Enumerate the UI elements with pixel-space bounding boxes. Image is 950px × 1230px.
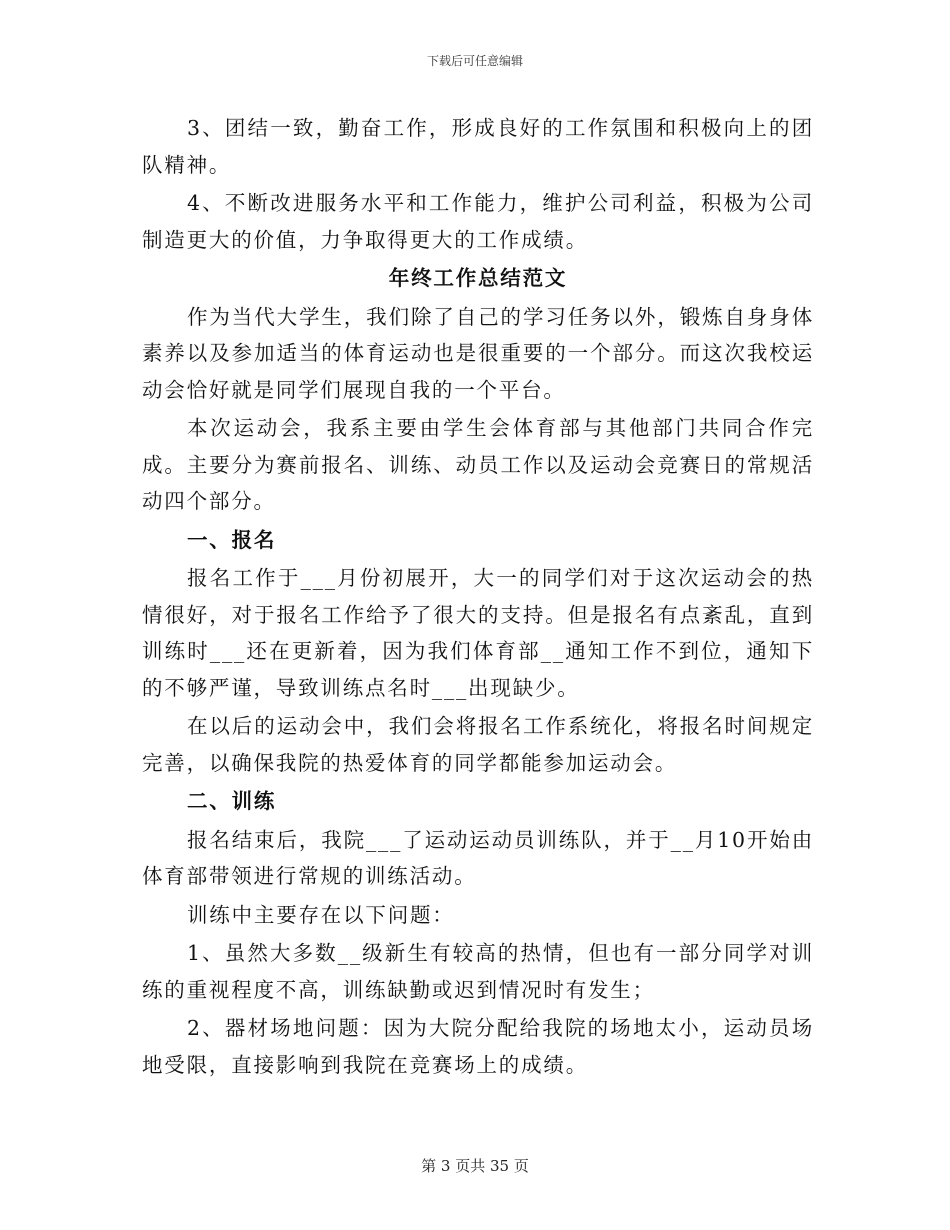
document-body [142, 110, 814, 1085]
paragraph-item-4: 4、不断改进服务水平和工作能力，维护公司利益，积极为公司制造更大的价值，力争取得更大的工作成绩。 [142, 191, 814, 252]
paragraph-registration-plan: 在以后的运动会中，我们会将报名工作系统化，将报名时间规定完善，以确保我院的热爱体育的同学都能参加运动会。 [142, 714, 814, 775]
paragraph-registration: 报名工作于___月份初展开，大一的同学们对于这次运动会的热情很好，对于报名工作给予了很大的支持。但是报名有点紊乱，直到训练时___还在更新着，因为我们体育部__通知工作不到位，通知下的不够严谨，导致训练点名时___出现缺少。 [142, 566, 814, 700]
paragraph-intro: 作为当代大学生，我们除了自己的学习任务以外，锻炼自身身体素养以及参加适当的体育运动也是很重要的一个部分。而这次我校运动会恰好就是同学们展现自我的一个平台。 [142, 304, 814, 402]
page-number: 第 3 页共 35 页 [421, 1157, 529, 1175]
paragraph-item-3: 3、团结一致，勤奋工作，形成良好的工作氛围和积极向上的团队精神。 [142, 116, 814, 177]
paragraph-training: 报名结束后，我院___了运动运动员训练队，并于__月10开始由体育部带领进行常规的训练活动。 [142, 827, 814, 888]
paragraph-issue-1: 1、虽然大多数__级新生有较高的热情，但也有一部分同学对训练的重视程度不高，训练缺勤或迟到情况时有发生； [142, 941, 814, 1002]
page-header: 下载后可任意编辑 [426, 54, 523, 68]
heading-training: 二、训练 [187, 789, 277, 813]
heading-registration: 一、报名 [187, 527, 277, 552]
paragraph-issue-2: 2、器材场地问题：因为大院分配给我院的场地太小，运动员场地受限，直接影响到我院在竞赛场上的成绩。 [142, 1016, 814, 1077]
paragraph-training-issues-intro: 训练中主要存在以下问题： [187, 902, 455, 927]
section-title: 年终工作总结范文 [388, 266, 568, 290]
paragraph-overview: 本次运动会，我系主要由学生会体育部与其他部门共同合作完成。主要分为赛前报名、训练、动员工作以及运动会竞赛日的常规活动四个部分。 [142, 416, 814, 513]
